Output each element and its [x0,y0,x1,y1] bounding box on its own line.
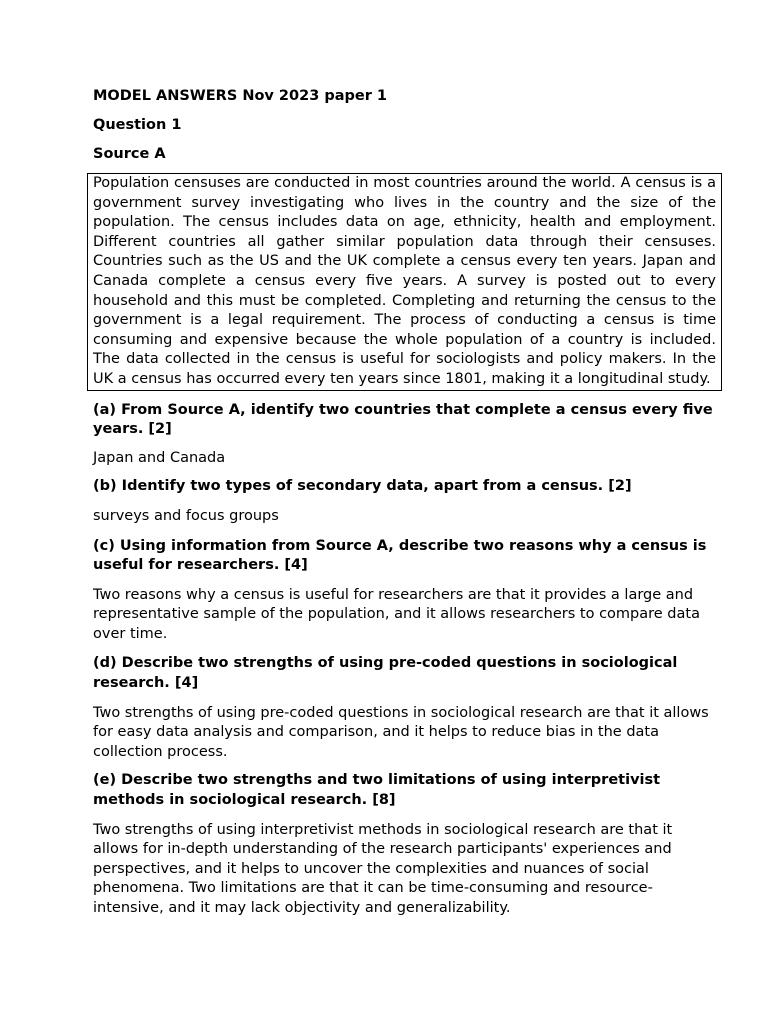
question-number: Question 1 [93,117,182,133]
document-page [93,86,719,919]
question-d: (d) Describe two strengths of using pre-coded questions in sociological research. [4] [93,655,678,692]
answer-c: Two reasons why a census is useful for researchers are that it provides a large and representative sample of the population, and it allows researchers to compare data over time. [93,586,700,642]
source-label: Source A [93,146,166,162]
document-title: MODEL ANSWERS Nov 2023 paper 1 [93,88,388,104]
answer-a: Japan and Canada [93,449,226,466]
question-a: (a) From Source A, identify two countries that complete a census every five years. [2] [93,401,713,438]
question-c: (c) Using information from Source A, describe two reasons why a census is useful for researchers. [4] [93,537,707,574]
question-e: (e) Describe two strengths and two limitations of using interpretivist methods in sociological research. [8] [93,772,661,809]
answer-e: Two strengths of using interpretivist methods in sociological research are that it allows for in-depth understanding of the research participants' experiences and perspectives, and it helps to uncover the complexities and nuances of social phenomena. Two limitations are that it can be time-consuming and resource-intensive, and it may lack objectivity and generalizability. [93,821,673,916]
source-a-box: Population censuses are conducted in most countries around the world. A census is a government survey investigating who lives in the country and the size of the population. The census includes data on age, ethnicity, health and employment. Different countries all gather similar population data through their censuses. Countries such as the US and the UK complete a census every ten years. Japan and Canada complete a census every five years. A survey is posted out to every household and this must be completed. Completing and returning the census to the government is a legal requirement. The process of conducting a census is time consuming and expensive because the whole population of a country is included. The data collected in the census is useful for sociologists and policy makers. In the UK a census has occurred every ten years since 1801, making it a longitudinal study. [87,173,722,391]
question-b: (b) Identify two types of secondary data, apart from a census. [2] [93,478,632,495]
answer-d: Two strengths of using pre-coded questions in sociological research are that it allows for easy data analysis and comparison, and it helps to reduce bias in the data collection process. [93,704,709,760]
answer-b: surveys and focus groups [93,507,279,524]
